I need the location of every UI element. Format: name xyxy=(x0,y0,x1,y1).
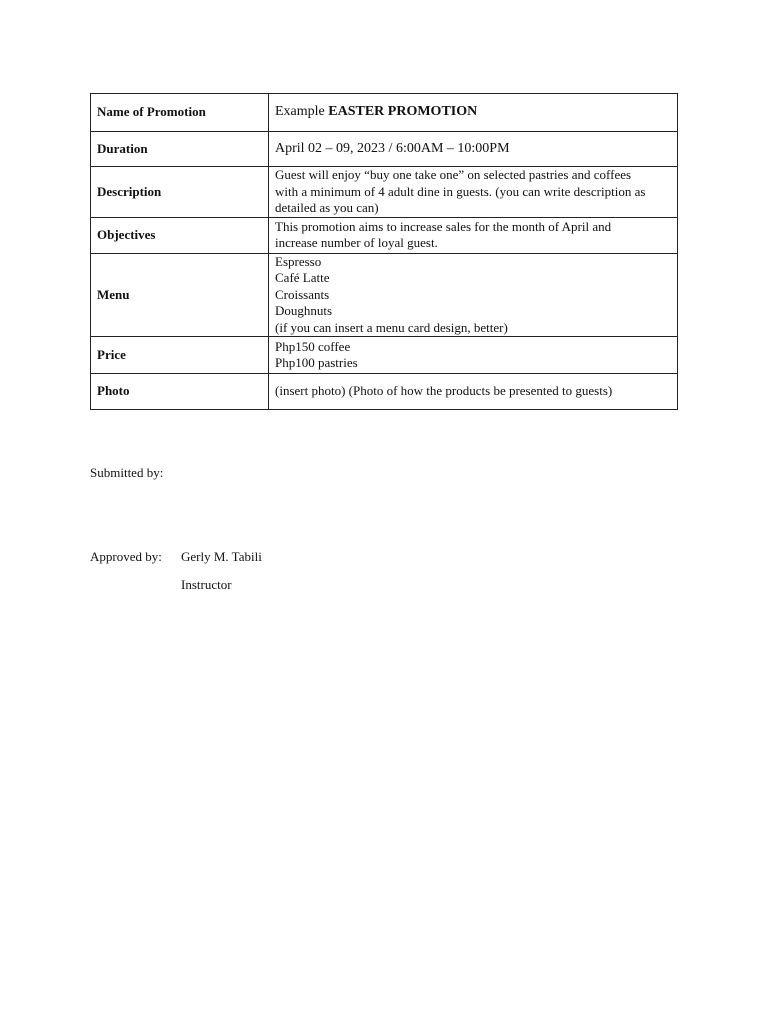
price-item: Php150 coffee xyxy=(275,338,351,354)
approver-title: Instructor xyxy=(181,577,232,592)
menu-note: (if you can insert a menu card design, better) xyxy=(275,319,508,335)
row-description xyxy=(91,167,678,218)
objectives-line: increase number of loyal guest. xyxy=(275,235,438,250)
row-photo xyxy=(91,374,678,410)
description-value xyxy=(269,167,678,218)
price-item: Php100 pastries xyxy=(275,355,358,370)
row-menu xyxy=(91,253,678,337)
objectives-value xyxy=(269,217,678,253)
promotion-table xyxy=(90,93,678,410)
menu-item: Croissants xyxy=(275,286,330,302)
row-name-of-promotion xyxy=(91,94,678,132)
photo-label: Photo xyxy=(91,374,269,410)
description-label: Description xyxy=(91,167,269,218)
description-line: Guest will enjoy “buy one take one” on selected pastries and coffees xyxy=(275,167,632,182)
approver-name: Gerly M. Tabili xyxy=(181,549,262,564)
row-objectives xyxy=(91,217,678,253)
menu-item: Café Latte xyxy=(275,270,330,285)
row-duration xyxy=(91,132,678,167)
photo-value: (insert photo) (Photo of how the products be presented to guests) xyxy=(269,374,678,410)
price-value xyxy=(269,337,678,374)
name-of-promotion-title: EASTER PROMOTION xyxy=(328,104,478,120)
name-of-promotion-value xyxy=(269,94,678,132)
name-of-promotion-label: Name of Promotion xyxy=(91,94,269,132)
description-line: detailed as you can) xyxy=(275,200,379,215)
submitted-by-label: Submitted by: xyxy=(90,465,164,480)
duration-label: Duration xyxy=(91,132,269,167)
price-label: Price xyxy=(91,337,269,374)
description-line: with a minimum of 4 adult dine in guests. (you can write description as xyxy=(275,183,646,199)
objectives-label: Objectives xyxy=(91,217,269,253)
menu-label: Menu xyxy=(91,253,269,337)
objectives-line: This promotion aims to increase sales for the month of April and xyxy=(275,218,612,234)
menu-item: Doughnuts xyxy=(275,303,333,318)
row-price xyxy=(91,337,678,374)
menu-item: Espresso xyxy=(275,253,322,269)
name-of-promotion-prefix: Example xyxy=(275,104,329,120)
menu-value xyxy=(269,253,678,337)
approved-by-label: Approved by: xyxy=(90,549,162,564)
duration-value: April 02 – 09, 2023 / 6:00AM – 10:00PM xyxy=(269,132,678,167)
